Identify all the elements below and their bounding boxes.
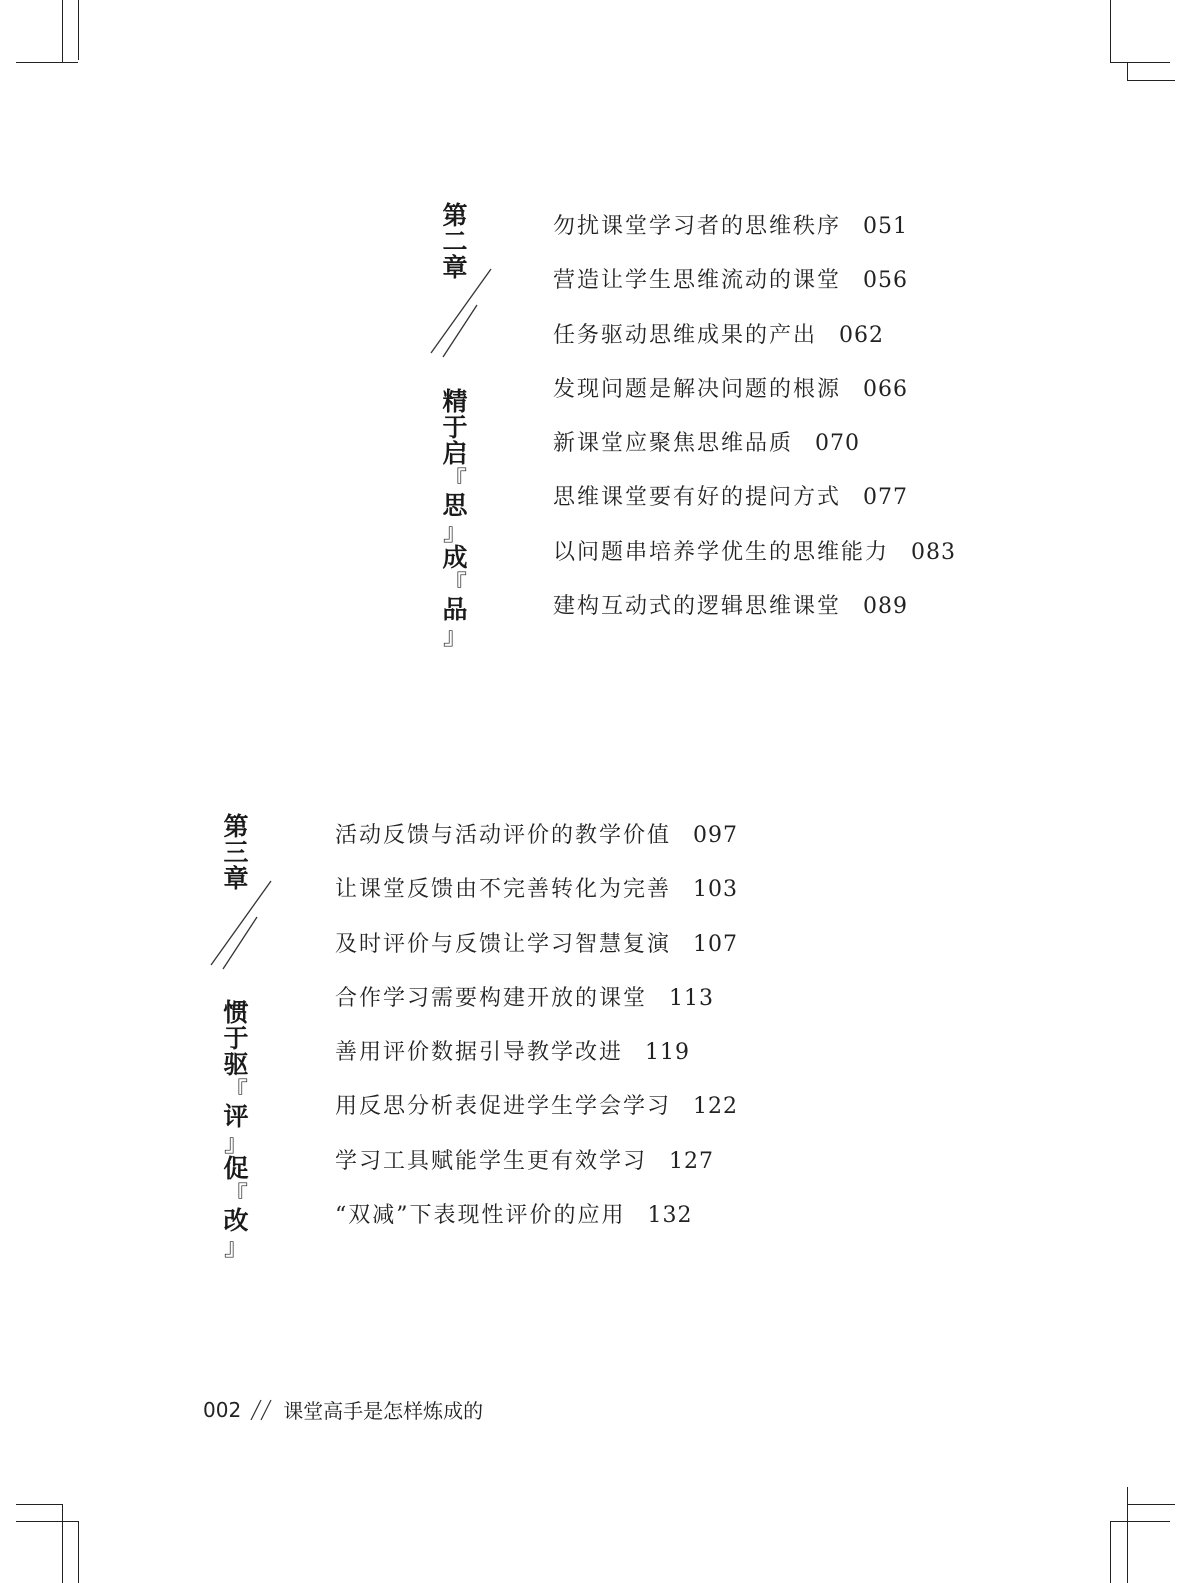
chapter-label-char: 第 bbox=[223, 812, 249, 841]
chapter-title-char: 思 bbox=[442, 491, 468, 520]
toc-entry-title: 合作学习需要构建开放的课堂 bbox=[335, 985, 648, 1011]
toc-list bbox=[335, 820, 738, 1254]
toc-page-number: 113 bbox=[669, 985, 715, 1011]
toc-entry[interactable] bbox=[335, 1037, 738, 1091]
crop-mark bbox=[1110, 1521, 1111, 1583]
chapter-title-char: 品 bbox=[442, 595, 468, 624]
double-slash-divider bbox=[205, 877, 275, 977]
toc-entry-title: 及时评价与反馈让学习智慧复演 bbox=[335, 931, 672, 957]
double-slash-divider bbox=[425, 265, 495, 365]
crop-mark bbox=[1127, 1504, 1175, 1505]
toc-page-number: 127 bbox=[669, 1148, 715, 1174]
toc-entry-title: “双减”下表现性评价的应用 bbox=[335, 1203, 626, 1229]
chapter-title-char: 『 bbox=[224, 1077, 248, 1105]
page-footer bbox=[203, 1395, 483, 1424]
toc-entry-title: 思维课堂要有好的提问方式 bbox=[553, 485, 842, 511]
crop-mark bbox=[16, 62, 78, 63]
toc-entry[interactable] bbox=[335, 874, 738, 928]
crop-mark bbox=[1127, 62, 1128, 80]
chapter-title-char: 『 bbox=[224, 1181, 248, 1209]
chapter-title-char: 于 bbox=[442, 413, 468, 442]
chapter-title-char: 促 bbox=[223, 1154, 249, 1183]
toc-page-number: 097 bbox=[693, 823, 739, 848]
toc-entry-title: 让课堂反馈由不完善转化为完善 bbox=[335, 877, 672, 903]
toc-page-number: 107 bbox=[693, 931, 739, 957]
toc-page-number: 077 bbox=[863, 485, 909, 511]
crop-mark bbox=[62, 0, 63, 62]
toc-entry-title: 学习工具赋能学生更有效学习 bbox=[335, 1148, 648, 1174]
toc-entry-title: 任务驱动思维成果的产出 bbox=[553, 322, 818, 348]
toc-entry[interactable] bbox=[553, 482, 956, 536]
toc-entry[interactable] bbox=[335, 820, 738, 874]
chapter-label-char: 二 bbox=[442, 227, 468, 256]
chapter-title-char: 』 bbox=[224, 1129, 248, 1157]
toc-entry[interactable] bbox=[553, 374, 956, 428]
crop-mark bbox=[62, 1504, 63, 1583]
toc-entry[interactable] bbox=[553, 537, 956, 591]
toc-entry[interactable] bbox=[335, 1146, 738, 1200]
toc-page-number: 103 bbox=[693, 877, 739, 903]
chapter-label-char: 第 bbox=[442, 201, 468, 230]
toc-page-number: 051 bbox=[863, 214, 909, 239]
chapter-title-char: 于 bbox=[223, 1024, 249, 1053]
toc-entry[interactable] bbox=[553, 428, 956, 482]
double-slash-icon bbox=[247, 1397, 277, 1423]
chapter-title-char: 』 bbox=[443, 518, 467, 546]
toc-entry[interactable] bbox=[335, 1200, 738, 1254]
toc-entry[interactable] bbox=[335, 1091, 738, 1145]
toc-page-number: 119 bbox=[645, 1040, 691, 1066]
crop-mark bbox=[16, 1504, 62, 1505]
toc-page-number: 122 bbox=[693, 1094, 739, 1120]
toc-entry-title: 勿扰课堂学习者的思维秩序 bbox=[553, 214, 842, 239]
toc-entry-title: 以问题串培养学优生的思维能力 bbox=[553, 539, 890, 565]
toc-entry-title: 善用评价数据引导教学改进 bbox=[335, 1040, 624, 1066]
toc-entry-title: 发现问题是解决问题的根源 bbox=[553, 376, 842, 402]
chapter-label-char: 章 bbox=[223, 864, 249, 893]
toc-entry[interactable] bbox=[553, 320, 956, 374]
toc-page-number: 083 bbox=[911, 539, 957, 565]
toc-page-number: 132 bbox=[647, 1203, 693, 1229]
footer-book-title: 课堂高手是怎样炼成的 bbox=[283, 1399, 484, 1423]
chapter-title-char: 成 bbox=[442, 543, 468, 572]
toc-entry[interactable] bbox=[553, 211, 956, 265]
chapter-title-char: 驱 bbox=[223, 1050, 249, 1079]
chapter-title-char: 『 bbox=[443, 466, 467, 494]
toc-list bbox=[553, 211, 956, 645]
toc-page-number: 062 bbox=[839, 322, 885, 348]
crop-mark bbox=[78, 1521, 79, 1583]
toc-entry[interactable] bbox=[335, 929, 738, 983]
crop-mark bbox=[78, 0, 79, 60]
crop-mark bbox=[1110, 0, 1111, 62]
crop-mark bbox=[1127, 1487, 1128, 1583]
chapter-title-char: 』 bbox=[443, 622, 467, 650]
crop-mark bbox=[1110, 1521, 1170, 1522]
toc-entry[interactable] bbox=[335, 983, 738, 1037]
toc-entry-title: 营造让学生思维流动的课堂 bbox=[553, 268, 842, 294]
footer-page-number: 002 bbox=[203, 1397, 242, 1422]
toc-page-number: 056 bbox=[863, 268, 909, 294]
chapter-title-char: 『 bbox=[443, 570, 467, 598]
toc-entry-title: 建构互动式的逻辑思维课堂 bbox=[553, 594, 842, 620]
toc-page-number: 089 bbox=[863, 594, 909, 620]
toc-page-number: 066 bbox=[863, 376, 909, 402]
chapter-title-char: 启 bbox=[442, 439, 468, 468]
chapter-title-char: 』 bbox=[224, 1233, 248, 1261]
chapter-title-char: 惯 bbox=[223, 998, 249, 1027]
toc-entry[interactable] bbox=[553, 591, 956, 645]
toc-entry-title: 用反思分析表促进学生学会学习 bbox=[335, 1094, 672, 1120]
crop-mark bbox=[1110, 62, 1170, 63]
crop-mark bbox=[16, 1521, 78, 1522]
toc-entry[interactable] bbox=[553, 265, 956, 319]
toc-page-number: 070 bbox=[815, 431, 861, 457]
chapter-title-char: 评 bbox=[223, 1102, 249, 1131]
toc-entry-title: 活动反馈与活动评价的教学价值 bbox=[335, 823, 672, 848]
crop-mark bbox=[1127, 80, 1175, 81]
chapter-title-char: 改 bbox=[223, 1206, 249, 1235]
toc-entry-title: 新课堂应聚焦思维品质 bbox=[553, 431, 794, 457]
chapter-label-char: 三 bbox=[223, 838, 249, 867]
chapter-title-char: 精 bbox=[442, 387, 468, 416]
chapter-label-char: 章 bbox=[442, 253, 468, 282]
